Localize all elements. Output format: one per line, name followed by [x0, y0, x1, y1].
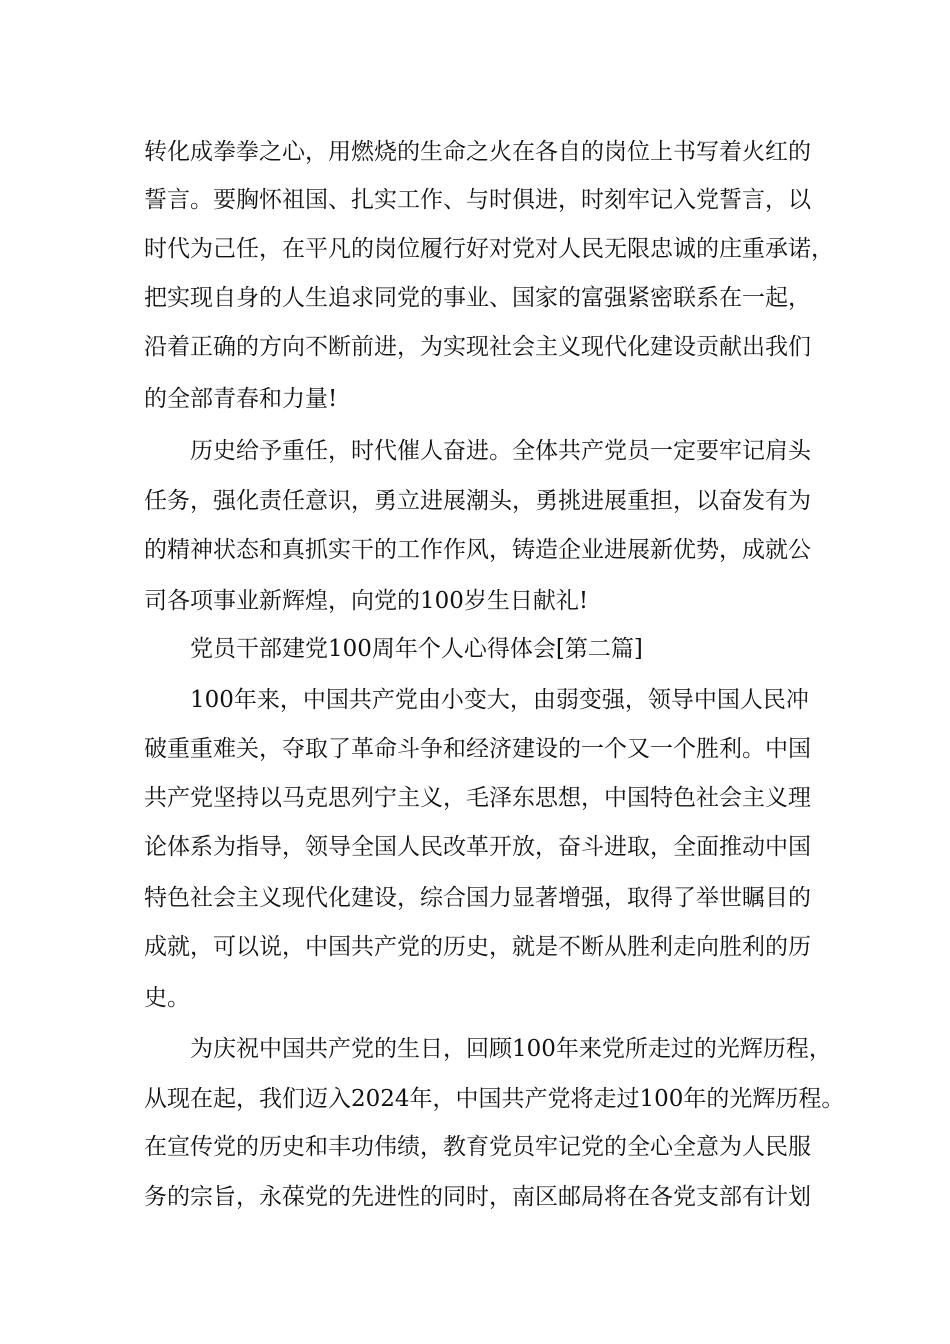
paragraph-start-line: 历史给予重任，时代催人奋进。全体共产党员一定要牢记肩头 — [190, 438, 811, 464]
text-line: 破重重难关，夺取了革命斗争和经济建设的一个又一个胜利。中国 — [144, 736, 811, 762]
text-line: 特色社会主义现代化建设，综合国力显著增强，取得了举世瞩目的 — [144, 885, 811, 911]
text-line: 任务，强化责任意识，勇立进展潮头，勇挑进展重担，以奋发有为 — [144, 488, 811, 514]
text-line: 从现在起，我们迈入2024年，中国共产党将走过100年的光辉历程。 — [144, 1086, 845, 1112]
text-line: 史。 — [144, 985, 190, 1011]
text-line: 的全部青春和力量! — [144, 386, 338, 412]
text-line: 在宣传党的历史和丰功伟绩，教育党员牢记党的全心全意为人民服 — [144, 1134, 811, 1160]
text-line: 转化成拳拳之心，用燃烧的生命之火在各自的岗位上书写着火红的 — [144, 139, 811, 165]
text-line: 把实现自身的人生追求同党的事业、国家的富强紧密联系在一起， — [144, 285, 811, 311]
text-line: 时代为己任，在平凡的岗位履行好对党对人民无限忠诚的庄重承诺， — [144, 236, 834, 262]
text-line: 务的宗旨，永葆党的先进性的同时，南区邮局将在各党支部有计划 — [144, 1184, 811, 1210]
text-line: 的精神状态和真抓实干的工作作风，铸造企业进展新优势，成就公 — [144, 537, 811, 563]
paragraph-start-line: 为庆祝中国共产党的生日，回顾100年来党所走过的光辉历程， — [190, 1036, 832, 1062]
text-line: 沿着正确的方向不断前进，为实现社会主义现代化建设贡献出我们 — [144, 334, 811, 360]
section-heading: 党员干部建党100周年个人心得体会[第二篇] — [190, 636, 643, 662]
text-line: 论体系为指导，领导全国人民改革开放，奋斗进取，全面推动中国 — [144, 834, 811, 860]
text-line: 誓言。要胸怀祖国、扎实工作、与时俱进，时刻牢记入党誓言，以 — [144, 187, 811, 213]
text-line: 司各项事业新辉煌，向党的100岁生日献礼! — [144, 588, 589, 614]
text-line: 共产党坚持以马克思列宁主义，毛泽东思想，中国特色社会主义理 — [144, 785, 811, 811]
text-line: 成就，可以说，中国共产党的历史，就是不断从胜利走向胜利的历 — [144, 934, 811, 960]
paragraph-start-line: 100年来，中国共产党由小变大，由弱变强，领导中国人民冲 — [190, 687, 809, 713]
